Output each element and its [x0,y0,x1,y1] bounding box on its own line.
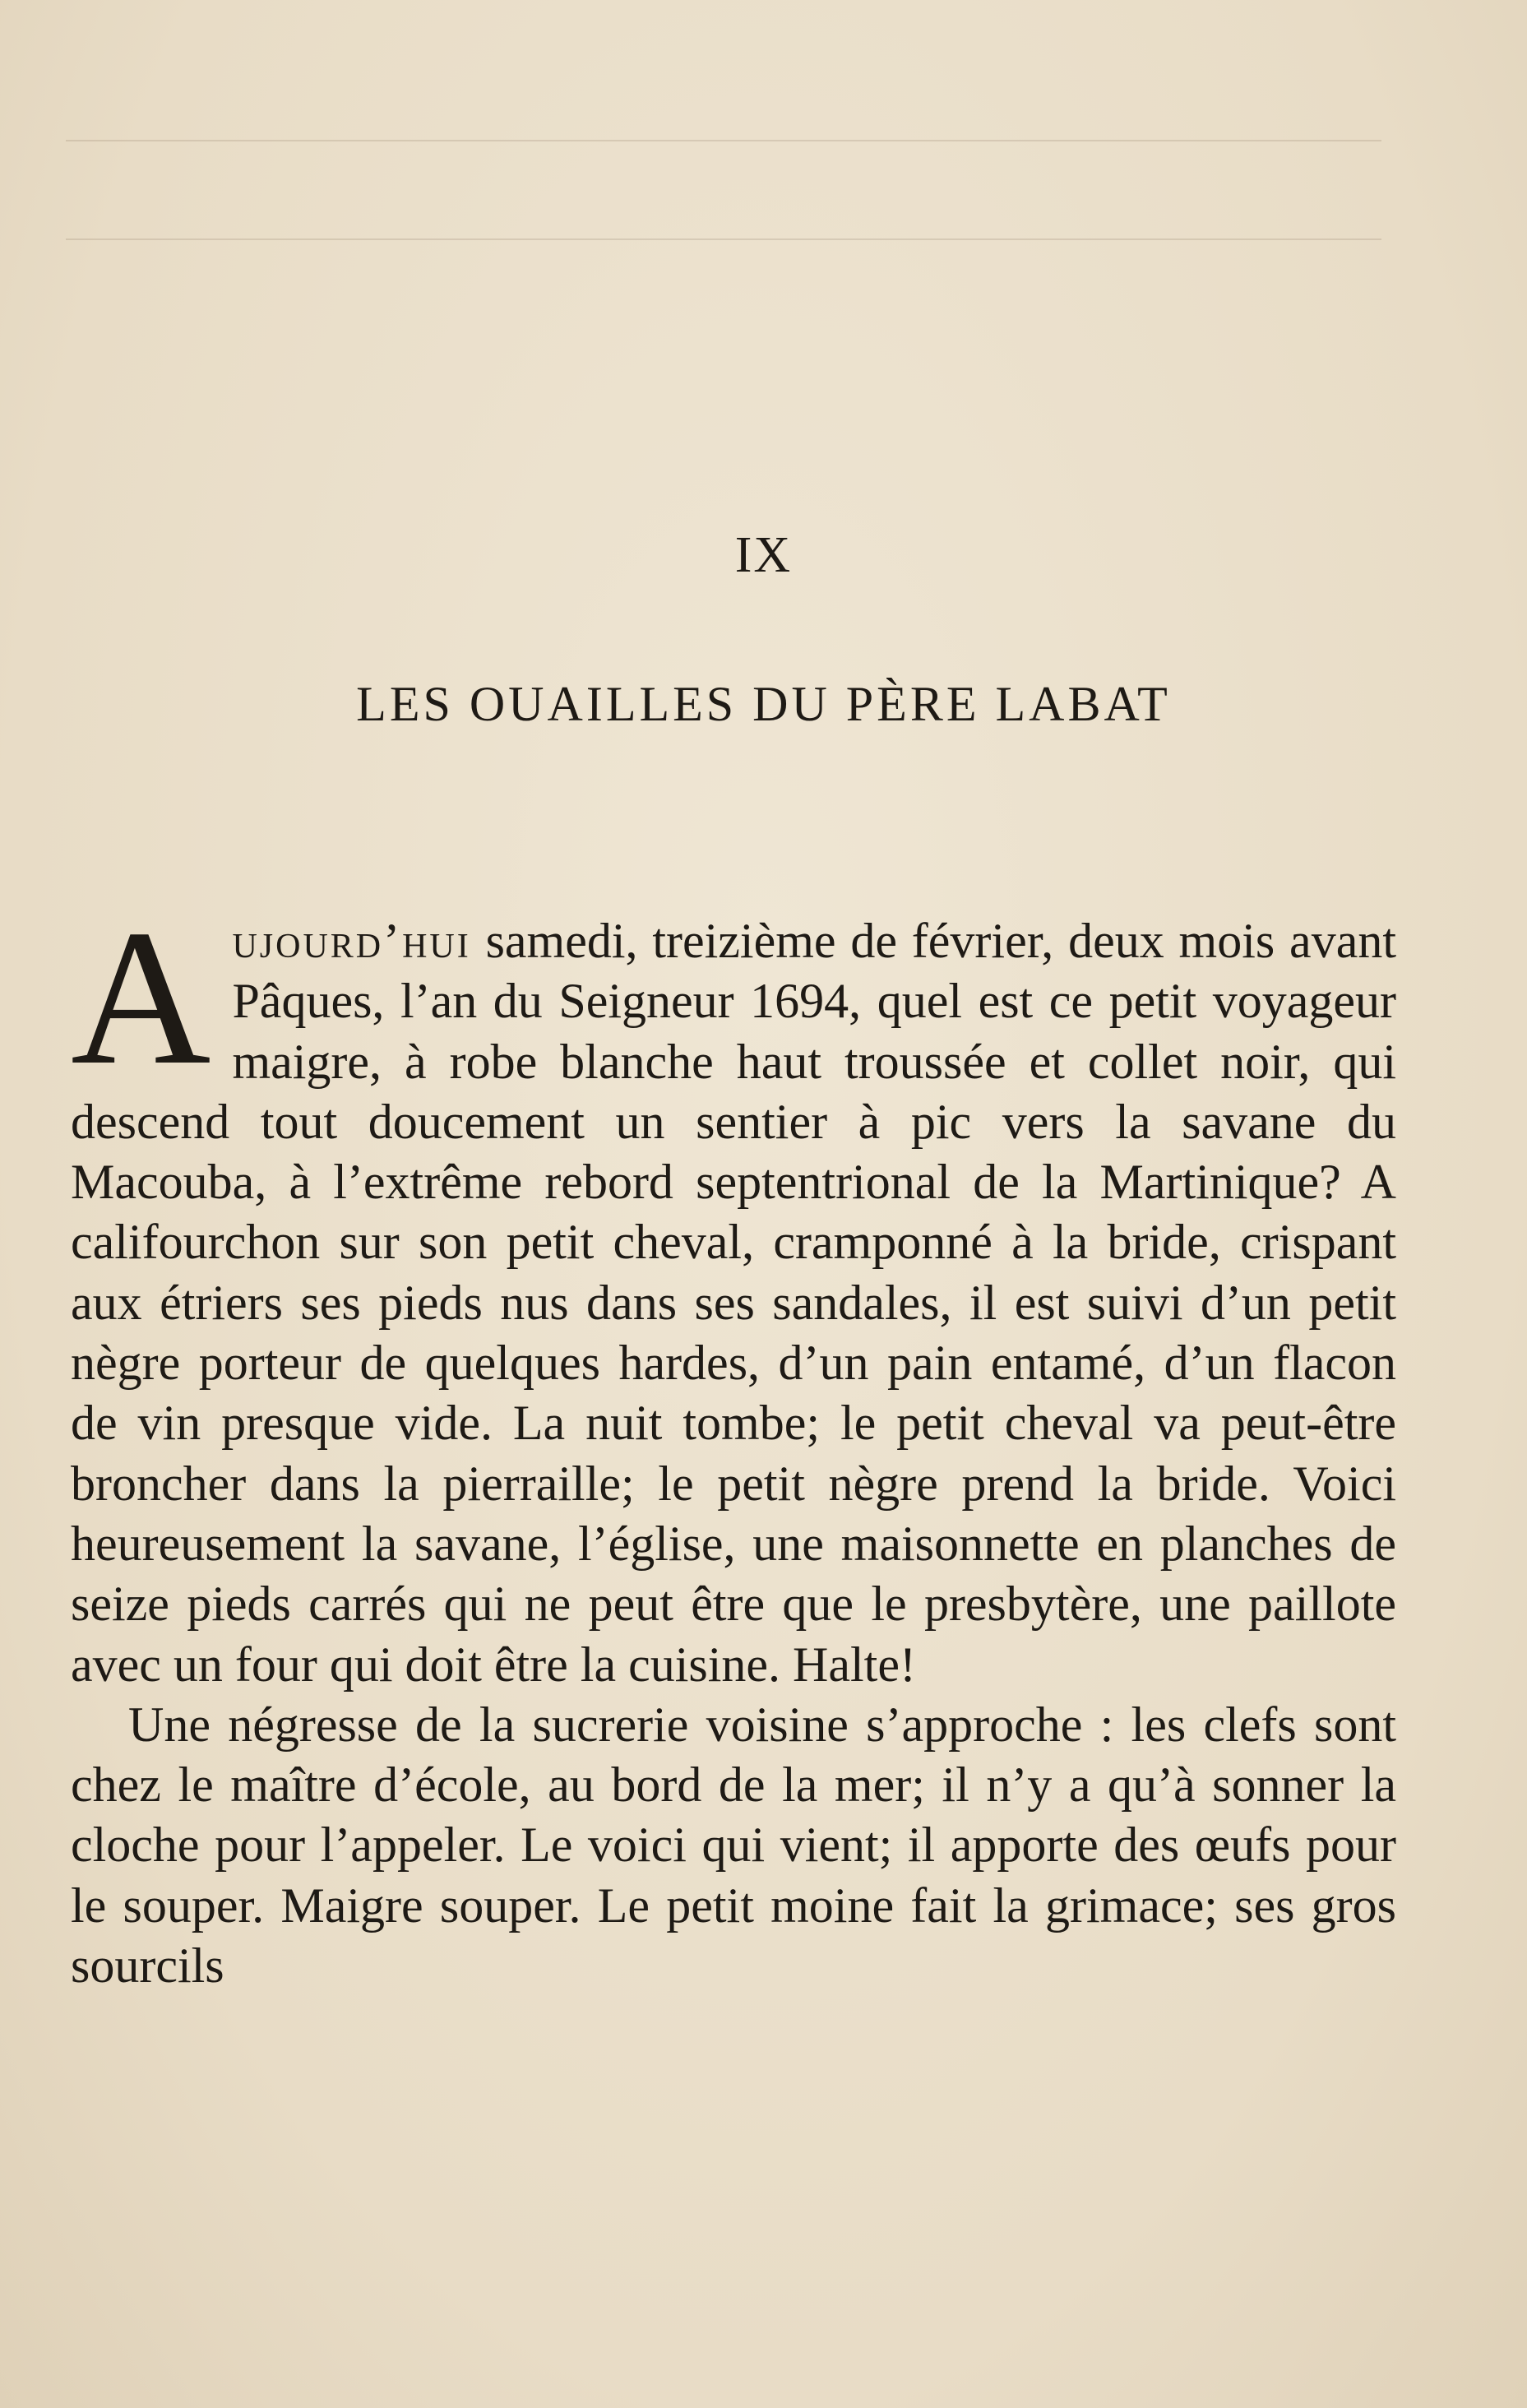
chapter-title: LES OUAILLES DU PÈRE LABAT [356,677,1171,731]
paragraph-2: Une négresse de la sucrerie voisine s’approche : les clefs sont chez le maître d’école, au bord de la mer; il n’y a qu’à sonner la cloche pour l’appeler. Le voici qui vient; il apporte des œufs pour le souper. Maigre souper. Le petit moine fait la grimace; ses gros sourcils [71,1697,1396,1994]
body-text [71,891,1396,1996]
show-through-rule [66,140,1381,141]
paragraph-1 [71,891,1396,1695]
show-through-rule [66,238,1381,240]
drop-cap: A [71,891,211,1105]
paragraph-1-text: samedi, treizième de février, deux mois avant Pâques, l’an du Seigneur 1694, quel est ce petit voyageur maigre, à robe blanche haut troussée et collet noir, qui descend tout doucement un sentier à pic vers la savane du Macouba, à l’extrême rebord septentrional de la Martinique? A califourchon sur son petit cheval, cramponné à la bride, crispant aux étriers ses pieds nus dans ses sandales, il est suivi d’un petit nègre porteur de quelques hardes, d’un pain entamé, d’un flacon de vin presque vide. La nuit tombe; le petit cheval va peut-être broncher dans la pierraille; le petit nègre prend la bride. Voici heureusement la savane, l’église, une maisonnette en planches de seize pieds carrés qui ne peut être que le presbytère, une paillote avec un four qui doit être la cuisine. Halte! [71,914,1396,1692]
opening-word: ujourd’hui [232,914,471,968]
chapter-number: IX [734,527,793,583]
